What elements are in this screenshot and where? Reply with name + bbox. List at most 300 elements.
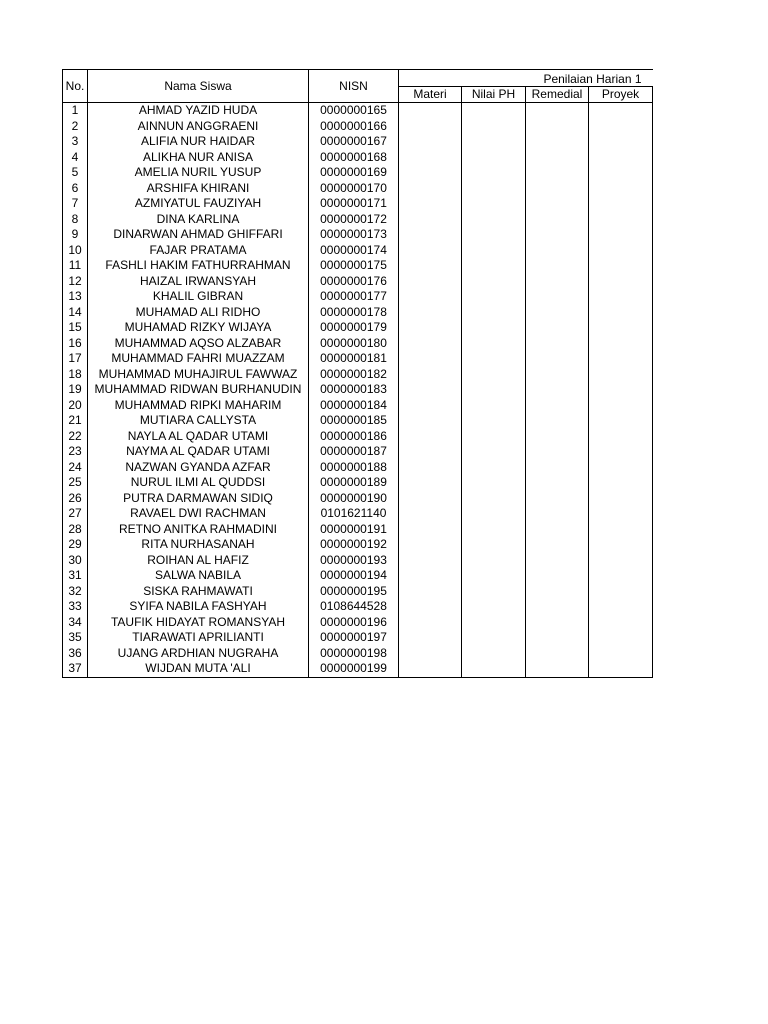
materi-cell[interactable]: [399, 537, 462, 553]
nilai-ph-cell[interactable]: [462, 336, 526, 352]
remedial-cell[interactable]: [526, 103, 589, 119]
row-number: 22: [63, 429, 88, 445]
student-row: [63, 258, 653, 274]
materi-cell[interactable]: [399, 506, 462, 522]
header-proyek: Proyek: [589, 87, 653, 103]
row-number: 31: [63, 568, 88, 584]
student-row: [63, 429, 653, 445]
row-number: 33: [63, 599, 88, 615]
proyek-cell[interactable]: [589, 212, 653, 228]
nilai-ph-cell[interactable]: [462, 444, 526, 460]
student-nisn: 0000000187: [309, 444, 399, 460]
student-nisn: 0000000166: [309, 119, 399, 135]
student-row: [63, 181, 653, 197]
proyek-cell[interactable]: [589, 382, 653, 398]
row-number: 28: [63, 522, 88, 538]
nilai-ph-cell[interactable]: [462, 103, 526, 119]
student-row: [63, 630, 653, 646]
materi-cell[interactable]: [399, 429, 462, 445]
remedial-cell[interactable]: [526, 522, 589, 538]
student-name: NURUL ILMI AL QUDDSI: [88, 475, 309, 491]
student-nisn: 0000000170: [309, 181, 399, 197]
student-row: [63, 382, 653, 398]
row-number: 21: [63, 413, 88, 429]
materi-cell[interactable]: [399, 475, 462, 491]
student-nisn: 0000000194: [309, 568, 399, 584]
student-name: ARSHIFA KHIRANI: [88, 181, 309, 197]
proyek-cell[interactable]: [589, 491, 653, 507]
nilai-ph-cell[interactable]: [462, 522, 526, 538]
student-row: [63, 336, 653, 352]
proyek-cell[interactable]: [589, 289, 653, 305]
remedial-cell[interactable]: [526, 491, 589, 507]
student-row: [63, 289, 653, 305]
student-row: [63, 398, 653, 414]
student-name: FAJAR PRATAMA: [88, 243, 309, 259]
proyek-cell[interactable]: [589, 320, 653, 336]
student-row: [63, 599, 653, 615]
remedial-cell[interactable]: [526, 336, 589, 352]
row-number: 3: [63, 134, 88, 150]
remedial-cell[interactable]: [526, 119, 589, 135]
student-name: KHALIL GIBRAN: [88, 289, 309, 305]
student-name: DINA KARLINA: [88, 212, 309, 228]
nilai-ph-cell[interactable]: [462, 413, 526, 429]
student-name: NAZWAN GYANDA AZFAR: [88, 460, 309, 476]
student-row: [63, 584, 653, 600]
student-nisn: 0000000184: [309, 398, 399, 414]
materi-cell[interactable]: [399, 351, 462, 367]
proyek-cell[interactable]: [589, 351, 653, 367]
remedial-cell[interactable]: [526, 320, 589, 336]
row-number: 26: [63, 491, 88, 507]
nilai-ph-cell[interactable]: [462, 227, 526, 243]
row-number: 19: [63, 382, 88, 398]
remedial-cell[interactable]: [526, 630, 589, 646]
student-nisn: 0000000181: [309, 351, 399, 367]
nilai-ph-cell[interactable]: [462, 196, 526, 212]
nilai-ph-cell[interactable]: [462, 181, 526, 197]
proyek-cell[interactable]: [589, 413, 653, 429]
student-nisn: 0000000179: [309, 320, 399, 336]
remedial-cell[interactable]: [526, 429, 589, 445]
student-nisn: 0108644528: [309, 599, 399, 615]
proyek-cell[interactable]: [589, 367, 653, 383]
student-name: MUHAMMAD RIDWAN BURHANUDIN: [88, 382, 309, 398]
student-name: ALIFIA NUR HAIDAR: [88, 134, 309, 150]
materi-cell[interactable]: [399, 243, 462, 259]
student-row: [63, 661, 653, 677]
student-name: MUHAMMAD MUHAJIRUL FAWWAZ: [88, 367, 309, 383]
student-name: ROIHAN AL HAFIZ: [88, 553, 309, 569]
student-row: [63, 150, 653, 166]
nilai-ph-cell[interactable]: [462, 568, 526, 584]
materi-cell[interactable]: [399, 398, 462, 414]
nilai-ph-cell[interactable]: [462, 398, 526, 414]
proyek-cell[interactable]: [589, 274, 653, 290]
student-name: MUHAMAD ALI RIDHO: [88, 305, 309, 321]
nilai-ph-cell[interactable]: [462, 367, 526, 383]
remedial-cell[interactable]: [526, 646, 589, 662]
row-number: 11: [63, 258, 88, 274]
student-row: [63, 305, 653, 321]
proyek-cell[interactable]: [589, 398, 653, 414]
remedial-cell[interactable]: [526, 599, 589, 615]
student-nisn: 0000000173: [309, 227, 399, 243]
student-name: AMELIA NURIL YUSUP: [88, 165, 309, 181]
proyek-cell[interactable]: [589, 134, 653, 150]
nilai-ph-cell[interactable]: [462, 646, 526, 662]
header-nisn: NISN: [309, 70, 399, 103]
student-name: TIARAWATI APRILIANTI: [88, 630, 309, 646]
proyek-cell[interactable]: [589, 661, 653, 677]
student-nisn: 0000000183: [309, 382, 399, 398]
student-name: DINARWAN AHMAD GHIFFARI: [88, 227, 309, 243]
nilai-ph-cell[interactable]: [462, 134, 526, 150]
remedial-cell[interactable]: [526, 553, 589, 569]
student-name: MUTIARA CALLYSTA: [88, 413, 309, 429]
remedial-cell[interactable]: [526, 150, 589, 166]
student-row: [63, 444, 653, 460]
student-nisn: 0000000190: [309, 491, 399, 507]
nilai-ph-cell[interactable]: [462, 460, 526, 476]
row-number: 20: [63, 398, 88, 414]
remedial-cell[interactable]: [526, 398, 589, 414]
materi-cell[interactable]: [399, 305, 462, 321]
materi-cell[interactable]: [399, 646, 462, 662]
student-row: [63, 165, 653, 181]
materi-cell[interactable]: [399, 522, 462, 538]
student-row: [63, 475, 653, 491]
remedial-cell[interactable]: [526, 289, 589, 305]
student-name: SYIFA NABILA FASHYAH: [88, 599, 309, 615]
nilai-ph-cell[interactable]: [462, 274, 526, 290]
remedial-cell[interactable]: [526, 568, 589, 584]
remedial-cell[interactable]: [526, 413, 589, 429]
student-nisn: 0000000189: [309, 475, 399, 491]
student-row: [63, 243, 653, 259]
student-nisn: 0000000195: [309, 584, 399, 600]
student-row: [63, 413, 653, 429]
student-nisn: 0000000167: [309, 134, 399, 150]
nilai-ph-cell[interactable]: [462, 630, 526, 646]
materi-cell[interactable]: [399, 227, 462, 243]
nilai-ph-cell[interactable]: [462, 615, 526, 631]
remedial-cell[interactable]: [526, 460, 589, 476]
student-name: AINNUN ANGGRAENI: [88, 119, 309, 135]
nilai-ph-cell[interactable]: [462, 491, 526, 507]
student-name: NAYMA AL QADAR UTAMI: [88, 444, 309, 460]
materi-cell[interactable]: [399, 336, 462, 352]
student-nisn: 0000000191: [309, 522, 399, 538]
student-nisn: 0000000174: [309, 243, 399, 259]
materi-cell[interactable]: [399, 367, 462, 383]
proyek-cell[interactable]: [589, 475, 653, 491]
materi-cell[interactable]: [399, 615, 462, 631]
materi-cell[interactable]: [399, 119, 462, 135]
student-row: [63, 212, 653, 228]
student-name: AZMIYATUL FAUZIYAH: [88, 196, 309, 212]
materi-cell[interactable]: [399, 382, 462, 398]
student-name: ALIKHA NUR ANISA: [88, 150, 309, 166]
proyek-cell[interactable]: [589, 537, 653, 553]
nilai-ph-cell[interactable]: [462, 289, 526, 305]
materi-cell[interactable]: [399, 460, 462, 476]
materi-cell[interactable]: [399, 212, 462, 228]
proyek-cell[interactable]: [589, 615, 653, 631]
row-number: 17: [63, 351, 88, 367]
row-number: 36: [63, 646, 88, 662]
remedial-cell[interactable]: [526, 537, 589, 553]
row-number: 7: [63, 196, 88, 212]
materi-cell[interactable]: [399, 661, 462, 677]
proyek-cell[interactable]: [589, 506, 653, 522]
student-row: [63, 134, 653, 150]
remedial-cell[interactable]: [526, 584, 589, 600]
remedial-cell[interactable]: [526, 382, 589, 398]
student-name: AHMAD YAZID HUDA: [88, 103, 309, 119]
remedial-cell[interactable]: [526, 615, 589, 631]
student-name: WIJDAN MUTA 'ALI: [88, 661, 309, 677]
nilai-ph-cell[interactable]: [462, 119, 526, 135]
header-remedial: Remedial: [526, 87, 589, 103]
materi-cell[interactable]: [399, 103, 462, 119]
remedial-cell[interactable]: [526, 475, 589, 491]
nilai-ph-cell[interactable]: [462, 661, 526, 677]
remedial-cell[interactable]: [526, 134, 589, 150]
materi-cell[interactable]: [399, 258, 462, 274]
header-materi: Materi: [399, 87, 462, 103]
student-row: [63, 506, 653, 522]
student-row: [63, 522, 653, 538]
student-name: RITA NURHASANAH: [88, 537, 309, 553]
materi-cell[interactable]: [399, 289, 462, 305]
row-number: 35: [63, 630, 88, 646]
student-nisn: 0000000176: [309, 274, 399, 290]
proyek-cell[interactable]: [589, 553, 653, 569]
student-nisn: 0000000171: [309, 196, 399, 212]
nilai-ph-cell[interactable]: [462, 553, 526, 569]
proyek-cell[interactable]: [589, 429, 653, 445]
student-row: [63, 103, 653, 119]
student-nisn: 0000000180: [309, 336, 399, 352]
row-number: 10: [63, 243, 88, 259]
materi-cell[interactable]: [399, 165, 462, 181]
student-row: [63, 119, 653, 135]
student-nisn: 0000000185: [309, 413, 399, 429]
student-nisn: 0000000175: [309, 258, 399, 274]
row-number: 18: [63, 367, 88, 383]
student-row: [63, 367, 653, 383]
student-name: FASHLI HAKIM FATHURRAHMAN: [88, 258, 309, 274]
student-name: MUHAMMAD FAHRI MUAZZAM: [88, 351, 309, 367]
student-name: SALWA NABILA: [88, 568, 309, 584]
student-grade-table: [62, 69, 653, 678]
student-nisn: 0000000177: [309, 289, 399, 305]
proyek-cell[interactable]: [589, 181, 653, 197]
nilai-ph-cell[interactable]: [462, 212, 526, 228]
row-number: 32: [63, 584, 88, 600]
row-number: 5: [63, 165, 88, 181]
nilai-ph-cell[interactable]: [462, 258, 526, 274]
row-number: 16: [63, 336, 88, 352]
materi-cell[interactable]: [399, 444, 462, 460]
row-number: 12: [63, 274, 88, 290]
student-name: RETNO ANITKA RAHMADINI: [88, 522, 309, 538]
materi-cell[interactable]: [399, 134, 462, 150]
proyek-cell[interactable]: [589, 646, 653, 662]
proyek-cell[interactable]: [589, 227, 653, 243]
student-name: SISKA RAHMAWATI: [88, 584, 309, 600]
proyek-cell[interactable]: [589, 444, 653, 460]
remedial-cell[interactable]: [526, 165, 589, 181]
remedial-cell[interactable]: [526, 227, 589, 243]
student-name: HAIZAL IRWANSYAH: [88, 274, 309, 290]
remedial-cell[interactable]: [526, 506, 589, 522]
materi-cell[interactable]: [399, 584, 462, 600]
row-number: 14: [63, 305, 88, 321]
student-nisn: 0000000198: [309, 646, 399, 662]
student-row: [63, 537, 653, 553]
materi-cell[interactable]: [399, 320, 462, 336]
nilai-ph-cell[interactable]: [462, 150, 526, 166]
nilai-ph-cell[interactable]: [462, 429, 526, 445]
row-number: 29: [63, 537, 88, 553]
student-row: [63, 274, 653, 290]
student-nisn: 0000000199: [309, 661, 399, 677]
student-row: [63, 615, 653, 631]
header-nama-siswa: Nama Siswa: [88, 70, 309, 103]
student-rows: [63, 103, 653, 678]
student-nisn: 0000000169: [309, 165, 399, 181]
student-nisn: 0000000197: [309, 630, 399, 646]
student-row: [63, 568, 653, 584]
proyek-cell[interactable]: [589, 150, 653, 166]
proyek-cell[interactable]: [589, 103, 653, 119]
proyek-cell[interactable]: [589, 165, 653, 181]
nilai-ph-cell[interactable]: [462, 475, 526, 491]
proyek-cell[interactable]: [589, 568, 653, 584]
row-number: 13: [63, 289, 88, 305]
proyek-cell[interactable]: [589, 584, 653, 600]
materi-cell[interactable]: [399, 150, 462, 166]
student-name: UJANG ARDHIAN NUGRAHA: [88, 646, 309, 662]
materi-cell[interactable]: [399, 491, 462, 507]
student-name: MUHAMMAD AQSO ALZABAR: [88, 336, 309, 352]
remedial-cell[interactable]: [526, 661, 589, 677]
nilai-ph-cell[interactable]: [462, 165, 526, 181]
materi-cell[interactable]: [399, 196, 462, 212]
row-number: 15: [63, 320, 88, 336]
nilai-ph-cell[interactable]: [462, 584, 526, 600]
student-name: RAVAEL DWI RACHMAN: [88, 506, 309, 522]
nilai-ph-cell[interactable]: [462, 320, 526, 336]
remedial-cell[interactable]: [526, 305, 589, 321]
remedial-cell[interactable]: [526, 367, 589, 383]
proyek-cell[interactable]: [589, 119, 653, 135]
proyek-cell[interactable]: [589, 243, 653, 259]
materi-cell[interactable]: [399, 630, 462, 646]
student-nisn: 0101621140: [309, 506, 399, 522]
row-number: 37: [63, 661, 88, 677]
proyek-cell[interactable]: [589, 305, 653, 321]
student-nisn: 0000000168: [309, 150, 399, 166]
remedial-cell[interactable]: [526, 196, 589, 212]
remedial-cell[interactable]: [526, 351, 589, 367]
student-row: [63, 460, 653, 476]
nilai-ph-cell[interactable]: [462, 382, 526, 398]
nilai-ph-cell[interactable]: [462, 243, 526, 259]
remedial-cell[interactable]: [526, 243, 589, 259]
nilai-ph-cell[interactable]: [462, 351, 526, 367]
proyek-cell[interactable]: [589, 599, 653, 615]
proyek-cell[interactable]: [589, 258, 653, 274]
materi-cell[interactable]: [399, 553, 462, 569]
row-number: 23: [63, 444, 88, 460]
row-number: 8: [63, 212, 88, 228]
remedial-cell[interactable]: [526, 258, 589, 274]
student-row: [63, 646, 653, 662]
row-number: 25: [63, 475, 88, 491]
materi-cell[interactable]: [399, 599, 462, 615]
student-row: [63, 196, 653, 212]
proyek-cell[interactable]: [589, 630, 653, 646]
student-row: [63, 320, 653, 336]
remedial-cell[interactable]: [526, 444, 589, 460]
row-number: 2: [63, 119, 88, 135]
student-nisn: 0000000182: [309, 367, 399, 383]
materi-cell[interactable]: [399, 181, 462, 197]
nilai-ph-cell[interactable]: [462, 599, 526, 615]
nilai-ph-cell[interactable]: [462, 537, 526, 553]
row-number: 6: [63, 181, 88, 197]
student-nisn: 0000000193: [309, 553, 399, 569]
proyek-cell[interactable]: [589, 336, 653, 352]
header-penilaian-harian: Penilaian Harian 1: [399, 70, 653, 87]
row-number: 9: [63, 227, 88, 243]
proyek-cell[interactable]: [589, 460, 653, 476]
proyek-cell[interactable]: [589, 522, 653, 538]
nilai-ph-cell[interactable]: [462, 506, 526, 522]
remedial-cell[interactable]: [526, 212, 589, 228]
student-row: [63, 491, 653, 507]
student-name: NAYLA AL QADAR UTAMI: [88, 429, 309, 445]
row-number: 27: [63, 506, 88, 522]
student-name: MUHAMAD RIZKY WIJAYA: [88, 320, 309, 336]
header-no: No.: [63, 70, 88, 103]
materi-cell[interactable]: [399, 568, 462, 584]
materi-cell[interactable]: [399, 274, 462, 290]
student-name: TAUFIK HIDAYAT ROMANSYAH: [88, 615, 309, 631]
student-row: [63, 227, 653, 243]
row-number: 4: [63, 150, 88, 166]
student-name: MUHAMMAD RIPKI MAHARIM: [88, 398, 309, 414]
proyek-cell[interactable]: [589, 196, 653, 212]
row-number: 24: [63, 460, 88, 476]
student-nisn: 0000000192: [309, 537, 399, 553]
remedial-cell[interactable]: [526, 181, 589, 197]
student-name: PUTRA DARMAWAN SIDIQ: [88, 491, 309, 507]
student-row: [63, 351, 653, 367]
materi-cell[interactable]: [399, 413, 462, 429]
student-nisn: 0000000196: [309, 615, 399, 631]
row-number: 1: [63, 103, 88, 119]
header-nilai-ph: Nilai PH: [462, 87, 526, 103]
student-nisn: 0000000178: [309, 305, 399, 321]
remedial-cell[interactable]: [526, 274, 589, 290]
nilai-ph-cell[interactable]: [462, 305, 526, 321]
student-nisn: 0000000172: [309, 212, 399, 228]
